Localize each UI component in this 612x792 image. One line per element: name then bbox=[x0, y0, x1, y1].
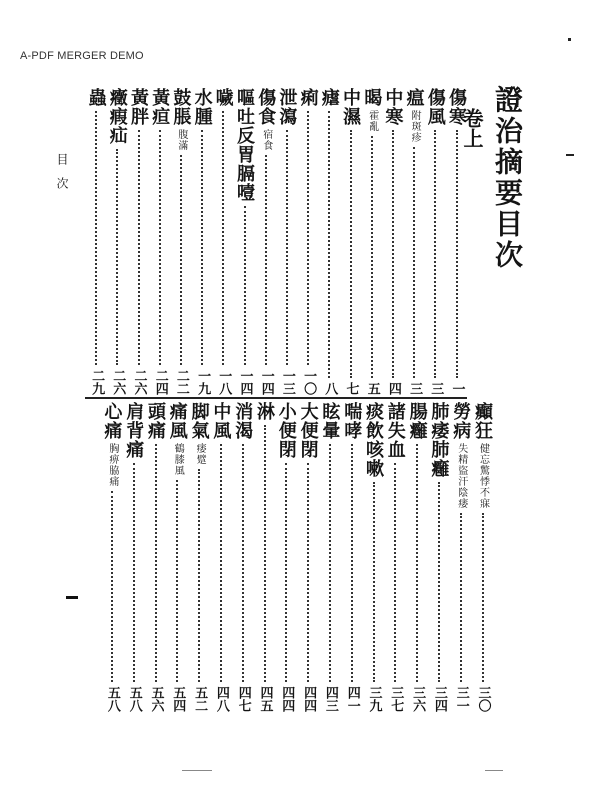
toc-entry bbox=[382, 88, 403, 395]
toc-entry bbox=[234, 88, 255, 395]
side-margin-label: 目次 bbox=[55, 153, 69, 201]
page-number: 五八 bbox=[104, 686, 120, 712]
dot-leader bbox=[456, 130, 458, 378]
entry-title: 肩背痛 bbox=[123, 402, 145, 459]
page-number: 三六 bbox=[410, 686, 426, 712]
toc-entry bbox=[425, 88, 446, 395]
dot-leader bbox=[328, 111, 330, 378]
entry-subtitle: 胸痹脇痛 bbox=[106, 443, 118, 487]
entry-subtitle: 宿食 bbox=[260, 129, 272, 151]
dot-leader bbox=[220, 444, 222, 682]
dot-leader bbox=[244, 206, 246, 365]
entry-title: 喘哮 bbox=[341, 402, 363, 440]
toc-entry bbox=[232, 402, 253, 712]
dot-leader bbox=[351, 444, 353, 682]
toc-entry bbox=[192, 88, 213, 395]
toc-entry bbox=[361, 88, 382, 395]
page-number: 一八 bbox=[216, 369, 232, 395]
page-number: 五二 bbox=[192, 686, 208, 712]
entry-title: 暍 bbox=[361, 88, 383, 107]
toc-entry bbox=[428, 402, 449, 712]
entry-subtitle: 健忘驚悸不寐 bbox=[477, 443, 489, 509]
entry-title: 黃疸 bbox=[149, 88, 171, 126]
dot-leader bbox=[264, 425, 266, 682]
page-number: 三〇 bbox=[475, 686, 491, 712]
page-number: 七 bbox=[343, 382, 359, 395]
entry-subtitle: 附斑疹 bbox=[409, 110, 421, 143]
entry-title: 瘟 bbox=[403, 88, 425, 107]
dot-leader bbox=[201, 130, 203, 365]
dot-leader bbox=[242, 444, 244, 682]
entry-subtitle: 失精盜汗陰痿 bbox=[455, 443, 467, 509]
dot-leader bbox=[198, 469, 200, 682]
dot-leader bbox=[434, 130, 436, 378]
dot-leader bbox=[116, 149, 118, 365]
dot-leader bbox=[307, 463, 309, 682]
toc-entry bbox=[319, 88, 340, 395]
toc-entry bbox=[298, 402, 319, 712]
page-number: 一四 bbox=[237, 369, 253, 395]
page-number: 四四 bbox=[279, 686, 295, 712]
page-number: 五四 bbox=[170, 686, 186, 712]
entry-title: 諸失血 bbox=[384, 402, 406, 459]
toc-entry bbox=[363, 402, 384, 712]
toc-entry bbox=[340, 88, 361, 395]
page-number: 一 bbox=[449, 382, 465, 395]
entry-title: 痢 bbox=[297, 88, 319, 107]
toc-entry bbox=[128, 88, 149, 395]
toc-entry bbox=[446, 88, 467, 395]
page-number: 三 bbox=[407, 382, 423, 395]
toc-entry bbox=[341, 402, 362, 712]
toc-entry bbox=[450, 402, 471, 712]
watermark-text: A-PDF MERGER DEMO bbox=[20, 50, 144, 62]
entry-title: 中風 bbox=[210, 402, 232, 440]
entry-title: 腸癰 bbox=[406, 402, 428, 440]
entry-title: 脚氣 bbox=[188, 402, 210, 440]
page-number: 五 bbox=[364, 382, 380, 395]
page-number: 八 bbox=[322, 382, 338, 395]
scan-speck bbox=[182, 770, 212, 771]
toc-entry bbox=[167, 402, 188, 712]
page-number: 三四 bbox=[431, 686, 447, 712]
dot-leader bbox=[133, 463, 135, 682]
dot-leader bbox=[95, 111, 97, 365]
dot-leader bbox=[222, 111, 224, 365]
dot-leader bbox=[155, 444, 157, 682]
page-number: 四 bbox=[385, 382, 401, 395]
dot-leader bbox=[482, 513, 484, 682]
dot-leader bbox=[265, 155, 267, 365]
entry-subtitle: 鶴膝風 bbox=[172, 443, 184, 476]
dot-leader bbox=[392, 130, 394, 378]
page-number: 四八 bbox=[213, 686, 229, 712]
page-title: 證治摘要目次 bbox=[491, 85, 524, 271]
page-number: 二六 bbox=[110, 369, 126, 395]
entry-title: 肺痿肺癰 bbox=[428, 402, 450, 478]
entry-subtitle: 痿躄 bbox=[194, 443, 206, 465]
entry-title: 中寒 bbox=[382, 88, 404, 126]
page-number: 三一 bbox=[453, 686, 469, 712]
entry-title: 淋 bbox=[254, 402, 275, 421]
entry-title: 痰飲咳嗽 bbox=[363, 402, 384, 478]
toc-entry bbox=[319, 402, 340, 712]
scan-speck bbox=[566, 154, 574, 156]
dot-leader bbox=[394, 463, 396, 682]
entry-title: 頭痛 bbox=[145, 402, 166, 440]
page-number: 四七 bbox=[235, 686, 251, 712]
dot-leader bbox=[138, 130, 140, 365]
entry-subtitle: 霍亂 bbox=[366, 110, 378, 132]
page-number: 一四 bbox=[258, 369, 274, 395]
toc-entry bbox=[210, 402, 231, 712]
dot-leader bbox=[413, 147, 415, 378]
page-number: 五六 bbox=[148, 686, 164, 712]
dot-leader bbox=[460, 513, 462, 682]
page-number: 二六 bbox=[131, 369, 147, 395]
scan-speck bbox=[485, 770, 503, 771]
dot-leader bbox=[176, 480, 178, 682]
page-number: 四三 bbox=[322, 686, 338, 712]
page-number: 一三 bbox=[279, 369, 295, 395]
toc-entry bbox=[276, 88, 297, 395]
toc-entry bbox=[86, 88, 107, 395]
toc-entry bbox=[101, 402, 122, 712]
dot-leader bbox=[438, 482, 440, 682]
toc-entry bbox=[145, 402, 166, 712]
dot-leader bbox=[350, 130, 352, 378]
dot-leader bbox=[307, 111, 309, 365]
toc-entry bbox=[407, 402, 428, 712]
toc-entry bbox=[254, 402, 275, 712]
dot-leader bbox=[373, 482, 375, 682]
entry-title: 瘧 bbox=[318, 88, 340, 107]
dot-leader bbox=[285, 463, 287, 682]
entry-title: 泄瀉 bbox=[276, 88, 298, 126]
page-number: 一〇 bbox=[301, 369, 317, 395]
entry-title: 傷風 bbox=[424, 88, 446, 126]
entry-title: 勞病 bbox=[450, 402, 472, 440]
entry-title: 傷食 bbox=[255, 88, 277, 126]
scan-speck bbox=[568, 38, 571, 41]
entry-title: 小便閉 bbox=[275, 402, 297, 459]
page-number: 四四 bbox=[301, 686, 317, 712]
page-number: 二二 bbox=[173, 369, 189, 395]
entry-title: 中濕 bbox=[340, 88, 361, 126]
dot-leader bbox=[180, 155, 182, 365]
entry-title: 黃胖 bbox=[128, 88, 149, 126]
entry-title: 傷寒 bbox=[446, 88, 467, 126]
dot-leader bbox=[111, 491, 113, 682]
toc-entry bbox=[276, 402, 297, 712]
dot-leader bbox=[286, 130, 288, 365]
entry-title: 癲狂 bbox=[472, 402, 493, 440]
toc-entry bbox=[298, 88, 319, 395]
toc-entry bbox=[472, 402, 493, 712]
dot-leader bbox=[416, 444, 418, 682]
toc-entry bbox=[213, 88, 234, 395]
entry-subtitle: 腹滿 bbox=[175, 129, 187, 151]
page-number: 二九 bbox=[89, 369, 105, 395]
entry-title: 水腫 bbox=[191, 88, 213, 126]
entry-title: 噦 bbox=[212, 88, 234, 107]
volume-label: 卷上 bbox=[460, 108, 484, 148]
page-number: 四五 bbox=[257, 686, 273, 712]
entry-title: 眩暈 bbox=[319, 402, 341, 440]
section-divider bbox=[85, 397, 467, 399]
page-number: 五八 bbox=[126, 686, 142, 712]
toc-entry bbox=[107, 88, 128, 395]
margin-dash-mark bbox=[66, 596, 78, 599]
toc-entry bbox=[404, 88, 425, 395]
entry-title: 蟲 bbox=[85, 88, 107, 107]
dot-leader bbox=[159, 130, 161, 365]
page-number: 三九 bbox=[366, 686, 382, 712]
page-number: 四一 bbox=[344, 686, 360, 712]
toc-entry bbox=[189, 402, 210, 712]
entry-title: 大便閉 bbox=[297, 402, 319, 459]
entry-title: 癥瘕疝 bbox=[106, 88, 128, 145]
entry-title: 痛風 bbox=[166, 402, 188, 440]
entry-title: 嘔吐反胃膈噎 bbox=[234, 88, 255, 202]
page-number: 二四 bbox=[152, 369, 168, 395]
toc-entry bbox=[149, 88, 170, 395]
dot-leader bbox=[371, 136, 373, 378]
page-number: 三七 bbox=[388, 686, 404, 712]
toc-entry bbox=[255, 88, 276, 395]
toc-entry bbox=[170, 88, 191, 395]
page-number: 一九 bbox=[195, 369, 211, 395]
page-number: 三 bbox=[428, 382, 444, 395]
toc-entry bbox=[123, 402, 144, 712]
dot-leader bbox=[329, 444, 331, 682]
entry-title: 消渴 bbox=[232, 402, 254, 440]
entry-title: 鼓脹 bbox=[170, 88, 192, 126]
entry-title: 心痛 bbox=[101, 402, 123, 440]
toc-entry bbox=[385, 402, 406, 712]
